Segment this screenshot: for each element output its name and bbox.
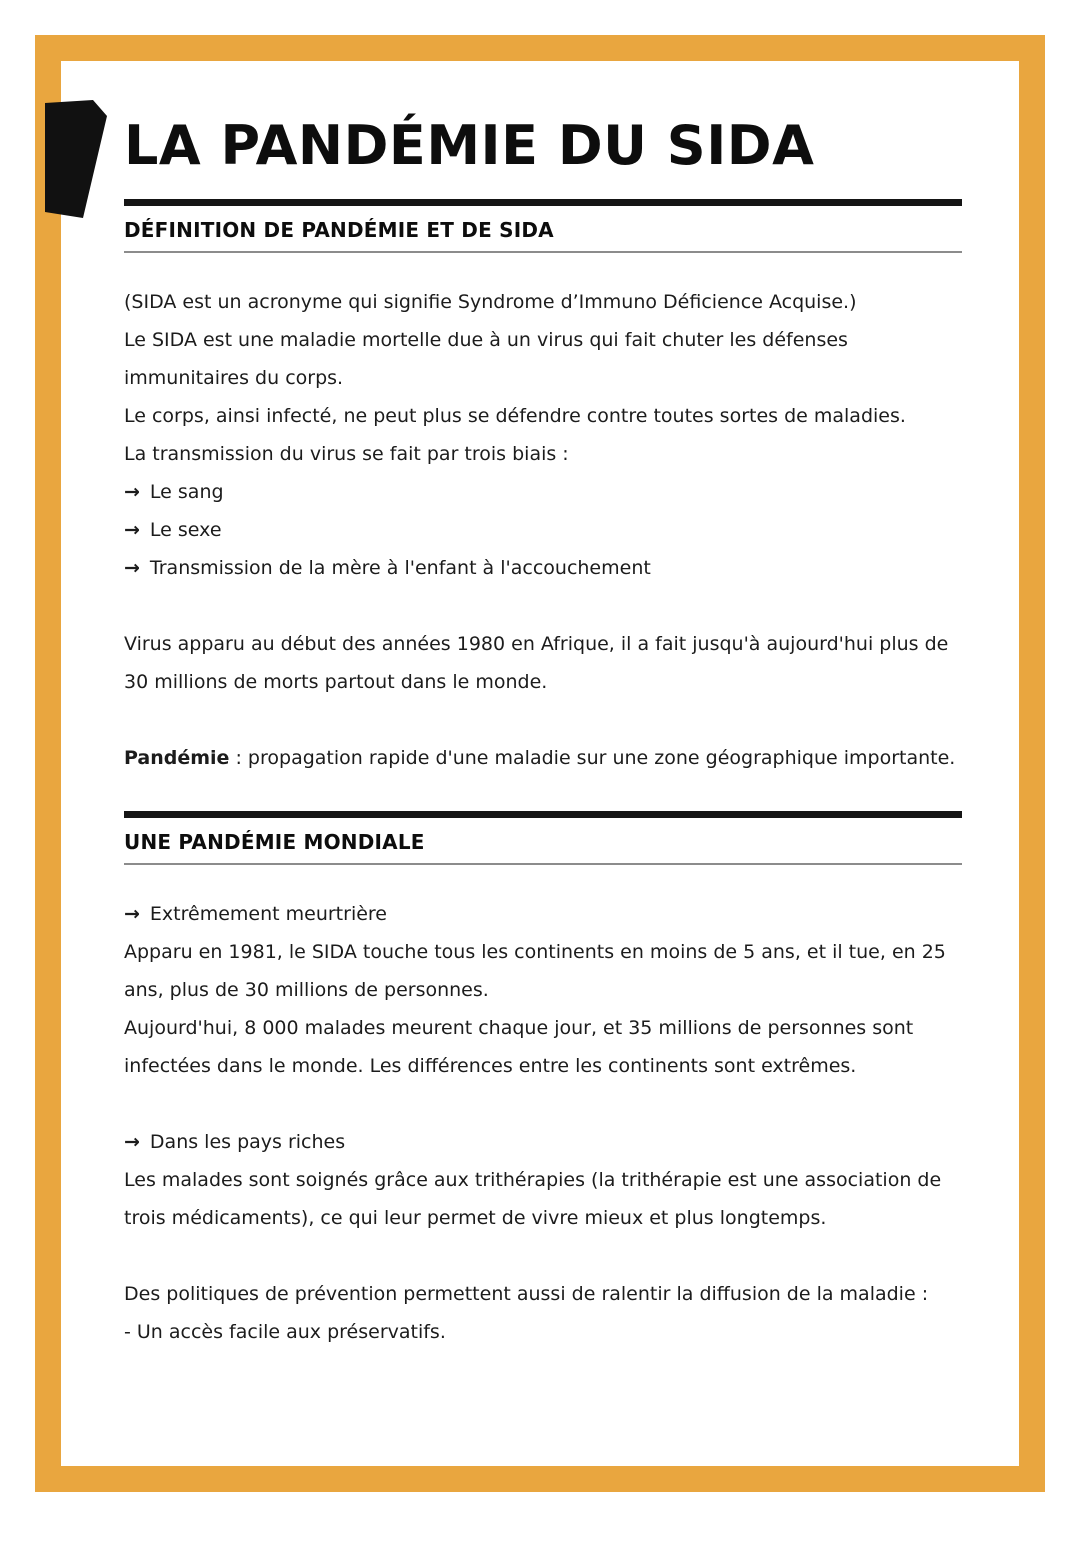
paragraph-virus-apparu: Virus apparu au début des années 1980 en Afrique, il a fait jusqu'à aujourd'hui plus de 30 millions de morts partout dans le monde. [124,633,949,694]
arrow-icon: → [124,1131,140,1154]
section-heading-mondiale: UNE PANDÉMIE MONDIALE [124,830,425,855]
section-divider-thick [124,199,962,206]
paragraph-acronym: (SIDA est un acronyme qui signifie Syndrome d’Immuno Déficience Acquise.) [124,291,857,314]
page-title: LA PANDÉMIE DU SIDA [124,114,815,177]
arrow-icon: → [124,557,140,580]
list-item-text: Transmission de la mère à l'enfant à l'accouchement [149,557,651,580]
list-item-text: Extrêmement meurtrière [149,903,387,926]
paragraph-preservatifs: - Un accès facile aux préservatifs. [124,1321,446,1344]
list-item-mere-enfant [124,549,962,587]
section-header-mondiale [124,811,962,865]
bookmark-ribbon-icon [45,100,107,218]
list-item-sang [124,473,962,511]
document-page [35,35,1045,1492]
section-divider-thin [124,863,962,865]
paragraph-tritherapies: Les malades sont soignés grâce aux trithérapies (la trithérapie est une association de trois médicaments), ce qui leur permet de vivre mieux et plus longtemps. [124,1169,942,1230]
bold-lead-pandemie: Pandémie [124,747,230,770]
list-item-meurtriere [124,895,962,933]
list-item-text: Dans les pays riches [149,1131,346,1154]
list-item-sexe [124,511,962,549]
paragraph-politiques-prevention: Des politiques de prévention permettent aussi de ralentir la diffusion de la maladie : [124,1283,929,1306]
paragraph-corps-infecte: Le corps, ainsi infecté, ne peut plus se défendre contre toutes sortes de maladies. [124,405,906,428]
paragraph-maladie-mortelle: Le SIDA est une maladie mortelle due à un virus qui fait chuter les défenses immunitaires du corps. [124,329,848,390]
section-heading-definition: DÉFINITION DE PANDÉMIE ET DE SIDA [124,218,554,243]
list-item-text: Le sexe [149,519,222,542]
paragraph-pandemie-definition [124,739,962,777]
list-item-pays-riches [124,1123,962,1161]
list-item-text: Le sang [149,481,224,504]
paragraph-apparu-1981: Apparu en 1981, le SIDA touche tous les continents en moins de 5 ans, et il tue, en 25 ans, plus de 30 millions de personnes. [124,941,946,1002]
section-divider-thin [124,251,962,253]
arrow-icon: → [124,481,140,504]
section-body-definition [124,283,962,777]
section-body-mondiale [124,895,962,1351]
arrow-icon: → [124,519,140,542]
paragraph-rest: : propagation rapide d'une maladie sur une zone géographique importante. [229,747,956,770]
section-header-definition [124,199,962,253]
paragraph-transmission-intro: La transmission du virus se fait par trois biais : [124,443,569,466]
paragraph-aujourdhui: Aujourd'hui, 8 000 malades meurent chaque jour, et 35 millions de personnes sont infectées dans le monde. Les différences entre les continents sont extrêmes. [124,1017,914,1078]
arrow-icon: → [124,903,140,926]
section-divider-thick [124,811,962,818]
